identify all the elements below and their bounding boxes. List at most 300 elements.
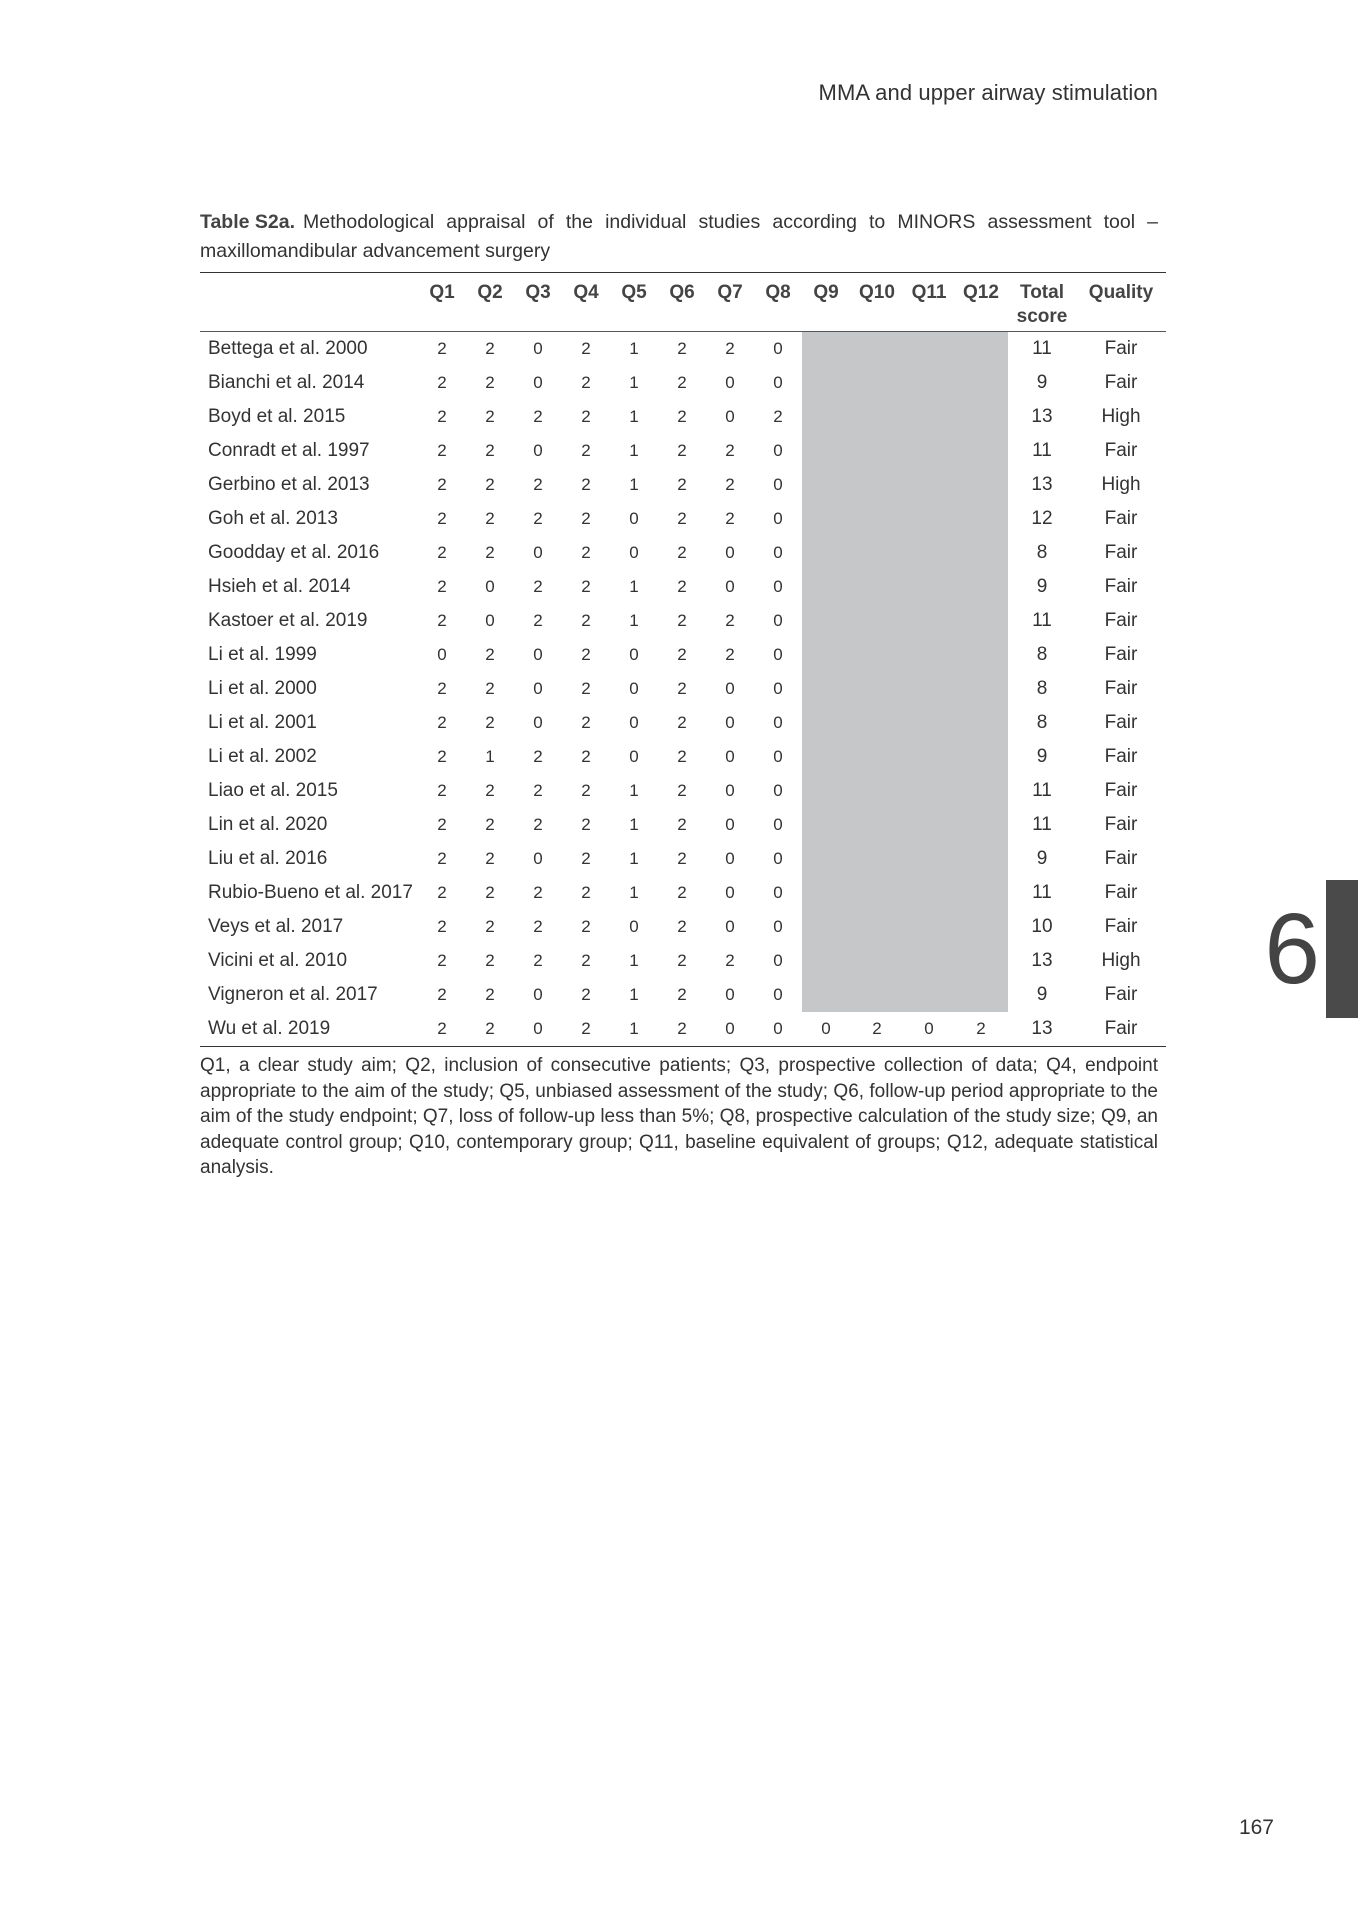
not-applicable-cell (954, 842, 1008, 876)
study-name: Li et al. 2002 (208, 746, 317, 767)
score-q1: 2 (437, 577, 447, 596)
score-q10: 2 (872, 1019, 882, 1038)
score-q5: 0 (629, 747, 639, 766)
quality-rating: Fair (1104, 610, 1138, 631)
not-applicable-cell (904, 944, 954, 978)
not-applicable-cell (850, 944, 904, 978)
not-applicable-cell (850, 638, 904, 672)
score-q3: 0 (533, 645, 543, 664)
not-applicable-cell (802, 604, 850, 638)
not-applicable-cell (802, 842, 850, 876)
total-score: 13 (1031, 406, 1053, 427)
header-q9: Q9 (813, 282, 839, 303)
score-q6: 2 (677, 951, 687, 970)
score-q6: 2 (677, 611, 687, 630)
score-q8: 0 (773, 611, 783, 630)
score-q5: 0 (629, 679, 639, 698)
table-row (200, 604, 1166, 638)
score-q8: 0 (773, 577, 783, 596)
score-q7: 2 (725, 475, 735, 494)
score-q2: 2 (485, 509, 495, 528)
not-applicable-cell (904, 706, 954, 740)
not-applicable-cell (954, 808, 1008, 842)
not-applicable-cell (954, 672, 1008, 706)
score-q4: 2 (581, 509, 591, 528)
not-applicable-cell (850, 740, 904, 774)
score-q5: 1 (629, 1019, 639, 1038)
table-row (200, 638, 1166, 672)
not-applicable-cell (904, 570, 954, 604)
score-q4: 2 (581, 407, 591, 426)
total-score: 9 (1036, 746, 1048, 767)
score-q6: 2 (677, 679, 687, 698)
not-applicable-cell (904, 910, 954, 944)
total-score: 9 (1036, 984, 1048, 1005)
score-q1: 2 (437, 441, 447, 460)
header-q7: Q7 (717, 282, 743, 303)
score-q4: 2 (581, 543, 591, 562)
not-applicable-cell (850, 400, 904, 434)
score-q6: 2 (677, 985, 687, 1004)
not-applicable-cell (904, 366, 954, 400)
score-q1: 2 (437, 985, 447, 1004)
not-applicable-cell (904, 468, 954, 502)
score-q6: 2 (677, 645, 687, 664)
score-q5: 1 (629, 815, 639, 834)
not-applicable-cell (954, 400, 1008, 434)
score-q1: 2 (437, 713, 447, 732)
score-q8: 0 (773, 509, 783, 528)
score-q5: 1 (629, 985, 639, 1004)
score-q4: 2 (581, 577, 591, 596)
running-header: MMA and upper airway stimulation (818, 80, 1158, 105)
score-q3: 0 (533, 849, 543, 868)
score-q3: 0 (533, 985, 543, 1004)
not-applicable-cell (954, 876, 1008, 910)
not-applicable-cell (904, 808, 954, 842)
score-q6: 2 (677, 407, 687, 426)
score-q7: 0 (725, 815, 735, 834)
total-score: 11 (1032, 780, 1052, 801)
table-header-row (200, 273, 1166, 332)
header-q5: Q5 (621, 282, 647, 303)
study-name: Lin et al. 2020 (208, 814, 328, 835)
total-score: 8 (1036, 644, 1048, 665)
not-applicable-cell (850, 774, 904, 808)
header-q6: Q6 (669, 282, 695, 303)
score-q5: 1 (629, 781, 639, 800)
score-q7: 2 (725, 441, 735, 460)
not-applicable-cell (850, 604, 904, 638)
score-q6: 2 (677, 339, 687, 358)
study-name: Liao et al. 2015 (208, 780, 338, 801)
not-applicable-cell (802, 434, 850, 468)
score-q1: 2 (437, 373, 447, 392)
not-applicable-cell (904, 978, 954, 1012)
not-applicable-cell (954, 944, 1008, 978)
score-q7: 2 (725, 339, 735, 358)
score-q1: 2 (437, 543, 447, 562)
table-row (200, 808, 1166, 842)
score-q5: 0 (629, 509, 639, 528)
score-q7: 0 (725, 407, 735, 426)
score-q5: 1 (629, 475, 639, 494)
score-q8: 0 (773, 781, 783, 800)
table-row (200, 978, 1166, 1012)
score-q5: 1 (629, 373, 639, 392)
score-q4: 2 (581, 985, 591, 1004)
quality-rating: Fair (1104, 916, 1138, 937)
score-q2: 2 (485, 475, 495, 494)
total-score: 8 (1036, 678, 1048, 699)
score-q2: 2 (485, 713, 495, 732)
score-q7: 2 (725, 509, 735, 528)
not-applicable-cell (904, 536, 954, 570)
caption-text: Methodological appraisal of the individual studies according to MINORS assessment tool – (303, 211, 1158, 233)
score-q9: 0 (821, 1019, 831, 1038)
study-name: Boyd et al. 2015 (208, 406, 346, 427)
score-q7: 2 (725, 645, 735, 664)
quality-rating: Fair (1104, 848, 1138, 869)
minors-table-container (200, 272, 1164, 1047)
score-q4: 2 (581, 373, 591, 392)
score-q3: 0 (533, 441, 543, 460)
total-score: 11 (1032, 440, 1052, 461)
chapter-number: 6 (1264, 893, 1320, 1005)
score-q3: 2 (533, 951, 543, 970)
score-q4: 2 (581, 917, 591, 936)
not-applicable-cell (904, 502, 954, 536)
not-applicable-cell (904, 604, 954, 638)
not-applicable-cell (904, 434, 954, 468)
score-q3: 2 (533, 815, 543, 834)
score-q2: 2 (485, 1019, 495, 1038)
not-applicable-cell (802, 570, 850, 604)
score-q7: 0 (725, 543, 735, 562)
header-q8: Q8 (765, 282, 791, 303)
not-applicable-cell (904, 774, 954, 808)
quality-rating: Fair (1104, 984, 1138, 1005)
not-applicable-cell (904, 672, 954, 706)
score-q4: 2 (581, 339, 591, 358)
score-q2: 2 (485, 645, 495, 664)
table-row (200, 876, 1166, 910)
score-q5: 1 (629, 407, 639, 426)
total-score: 11 (1032, 814, 1052, 835)
score-q8: 0 (773, 917, 783, 936)
score-q2: 2 (485, 917, 495, 936)
score-q7: 0 (725, 713, 735, 732)
not-applicable-cell (850, 366, 904, 400)
score-q6: 2 (677, 815, 687, 834)
score-q6: 2 (677, 781, 687, 800)
study-name: Li et al. 2001 (208, 712, 317, 733)
score-q1: 2 (437, 611, 447, 630)
not-applicable-cell (802, 400, 850, 434)
score-q1: 2 (437, 475, 447, 494)
caption-line-1 (200, 208, 1158, 237)
not-applicable-cell (802, 638, 850, 672)
score-q6: 2 (677, 883, 687, 902)
score-q5: 0 (629, 713, 639, 732)
score-q5: 1 (629, 441, 639, 460)
table-row (200, 536, 1166, 570)
score-q2: 2 (485, 373, 495, 392)
not-applicable-cell (954, 638, 1008, 672)
score-q4: 2 (581, 781, 591, 800)
score-q2: 2 (485, 951, 495, 970)
score-q3: 2 (533, 611, 543, 630)
score-q1: 2 (437, 849, 447, 868)
score-q3: 2 (533, 917, 543, 936)
score-q2: 2 (485, 339, 495, 358)
score-q12: 2 (976, 1019, 986, 1038)
quality-rating: Fair (1104, 746, 1138, 767)
score-q1: 2 (437, 951, 447, 970)
not-applicable-cell (802, 672, 850, 706)
header-q4: Q4 (573, 282, 599, 303)
score-q8: 2 (773, 407, 783, 426)
score-q7: 2 (725, 951, 735, 970)
header-q11: Q11 (911, 282, 947, 303)
table-row (200, 1012, 1166, 1047)
not-applicable-cell (850, 468, 904, 502)
score-q4: 2 (581, 645, 591, 664)
quality-rating: Fair (1104, 542, 1138, 563)
not-applicable-cell (954, 468, 1008, 502)
score-q3: 2 (533, 781, 543, 800)
score-q1: 2 (437, 815, 447, 834)
study-name: Wu et al. 2019 (208, 1018, 331, 1039)
chapter-tab (1326, 880, 1358, 1018)
quality-rating: Fair (1104, 576, 1138, 597)
table-row (200, 842, 1166, 876)
not-applicable-cell (850, 842, 904, 876)
score-q6: 2 (677, 917, 687, 936)
table-row (200, 944, 1166, 978)
not-applicable-cell (802, 774, 850, 808)
table-row (200, 706, 1166, 740)
not-applicable-cell (954, 740, 1008, 774)
score-q8: 0 (773, 543, 783, 562)
table-row (200, 468, 1166, 502)
table-caption (200, 208, 1158, 266)
score-q8: 0 (773, 645, 783, 664)
header-total-score: Total score (1016, 282, 1068, 327)
score-q2: 2 (485, 407, 495, 426)
total-score: 9 (1036, 372, 1048, 393)
score-q6: 2 (677, 475, 687, 494)
score-q3: 2 (533, 407, 543, 426)
score-q4: 2 (581, 815, 591, 834)
score-q6: 2 (677, 509, 687, 528)
header-q3: Q3 (525, 282, 551, 303)
score-q4: 2 (581, 1019, 591, 1038)
score-q3: 2 (533, 883, 543, 902)
quality-rating: Fair (1104, 372, 1138, 393)
score-q4: 2 (581, 849, 591, 868)
score-q8: 0 (773, 1019, 783, 1038)
score-q8: 0 (773, 985, 783, 1004)
score-q8: 0 (773, 475, 783, 494)
not-applicable-cell (850, 536, 904, 570)
total-score: 12 (1031, 508, 1053, 529)
score-q8: 0 (773, 815, 783, 834)
score-q7: 0 (725, 577, 735, 596)
study-name: Gerbino et al. 2013 (208, 474, 370, 495)
quality-rating: Fair (1104, 780, 1138, 801)
table-row (200, 774, 1166, 808)
score-q6: 2 (677, 441, 687, 460)
study-name: Conradt et al. 1997 (208, 440, 370, 461)
score-q8: 0 (773, 373, 783, 392)
study-name: Rubio-Bueno et al. 2017 (208, 882, 413, 903)
score-q8: 0 (773, 951, 783, 970)
not-applicable-cell (802, 468, 850, 502)
score-q5: 1 (629, 883, 639, 902)
score-q8: 0 (773, 713, 783, 732)
study-name: Veys et al. 2017 (208, 916, 344, 937)
table-row (200, 910, 1166, 944)
header-q12: Q12 (963, 282, 999, 303)
score-q2: 0 (485, 611, 495, 630)
score-q4: 2 (581, 475, 591, 494)
quality-rating: Fair (1104, 814, 1138, 835)
minors-table (200, 272, 1166, 1047)
score-q1: 2 (437, 407, 447, 426)
header-q2: Q2 (477, 282, 503, 303)
score-q5: 1 (629, 339, 639, 358)
score-q2: 2 (485, 679, 495, 698)
quality-rating: Fair (1104, 508, 1138, 529)
total-score: 13 (1031, 474, 1053, 495)
score-q5: 1 (629, 951, 639, 970)
not-applicable-cell (802, 740, 850, 774)
not-applicable-cell (954, 570, 1008, 604)
score-q3: 2 (533, 577, 543, 596)
not-applicable-cell (850, 978, 904, 1012)
score-q11: 0 (924, 1019, 934, 1038)
table-footnote: Q1, a clear study aim; Q2, inclusion of consecutive patients; Q3, prospective collection of data; Q4, endpoint appropriate to the aim of the study; Q5, unbiased assessment of the study; Q6, follow-up period appropriate to the aim of the study endpoint; Q7, loss of follow-up less than 5%; Q8, prospective calculation of the study size; Q9, an adequate control group; Q10, contemporary group; Q11, baseline equivalent of groups; Q12, adequate statistical analysis. (200, 1055, 1158, 1178)
not-applicable-cell (802, 502, 850, 536)
score-q6: 2 (677, 543, 687, 562)
study-name: Vicini et al. 2010 (208, 950, 348, 971)
score-q2: 2 (485, 849, 495, 868)
header-q10: Q10 (859, 282, 895, 303)
study-name: Goh et al. 2013 (208, 508, 338, 529)
score-q1: 2 (437, 883, 447, 902)
not-applicable-cell (850, 502, 904, 536)
table-row (200, 672, 1166, 706)
total-score: 13 (1031, 950, 1053, 971)
not-applicable-cell (850, 808, 904, 842)
not-applicable-cell (850, 672, 904, 706)
score-q5: 0 (629, 645, 639, 664)
score-q2: 1 (485, 747, 495, 766)
score-q2: 2 (485, 441, 495, 460)
not-applicable-cell (904, 400, 954, 434)
study-name: Li et al. 1999 (208, 644, 317, 665)
score-q1: 2 (437, 747, 447, 766)
score-q2: 0 (485, 577, 495, 596)
score-q1: 0 (437, 645, 447, 664)
score-q8: 0 (773, 441, 783, 460)
study-name: Liu et al. 2016 (208, 848, 328, 869)
score-q7: 2 (725, 611, 735, 630)
table-row (200, 570, 1166, 604)
score-q1: 2 (437, 509, 447, 528)
score-q7: 0 (725, 747, 735, 766)
not-applicable-cell (954, 910, 1008, 944)
score-q5: 0 (629, 917, 639, 936)
study-name: Bettega et al. 2000 (208, 338, 368, 359)
score-q4: 2 (581, 883, 591, 902)
score-q4: 2 (581, 951, 591, 970)
quality-rating: High (1101, 950, 1141, 971)
score-q2: 2 (485, 883, 495, 902)
not-applicable-cell (802, 808, 850, 842)
not-applicable-cell (954, 604, 1008, 638)
score-q6: 2 (677, 373, 687, 392)
table-row (200, 502, 1166, 536)
score-q1: 2 (437, 781, 447, 800)
score-q2: 2 (485, 815, 495, 834)
score-q3: 0 (533, 373, 543, 392)
not-applicable-cell (850, 706, 904, 740)
score-q6: 2 (677, 1019, 687, 1038)
score-q1: 2 (437, 339, 447, 358)
score-q8: 0 (773, 849, 783, 868)
not-applicable-cell (802, 536, 850, 570)
score-q3: 2 (533, 509, 543, 528)
page-number: 167 (1238, 1816, 1274, 1839)
quality-rating: Fair (1104, 882, 1138, 903)
caption-line-2: maxillomandibular advancement surgery (200, 240, 551, 262)
score-q7: 0 (725, 883, 735, 902)
score-q1: 2 (437, 917, 447, 936)
total-score: 10 (1031, 916, 1053, 937)
not-applicable-cell (954, 502, 1008, 536)
score-q7: 0 (725, 373, 735, 392)
score-q4: 2 (581, 747, 591, 766)
header-quality: Quality (1088, 282, 1154, 303)
not-applicable-cell (954, 366, 1008, 400)
not-applicable-cell (954, 978, 1008, 1012)
not-applicable-cell (802, 706, 850, 740)
score-q7: 0 (725, 781, 735, 800)
score-q3: 0 (533, 339, 543, 358)
score-q2: 2 (485, 985, 495, 1004)
not-applicable-cell (802, 910, 850, 944)
score-q1: 2 (437, 1019, 447, 1038)
table-row (200, 740, 1166, 774)
total-score: 9 (1036, 576, 1048, 597)
score-q6: 2 (677, 713, 687, 732)
score-q4: 2 (581, 713, 591, 732)
table-row (200, 366, 1166, 400)
study-name: Hsieh et al. 2014 (208, 576, 351, 597)
score-q1: 2 (437, 679, 447, 698)
score-q6: 2 (677, 577, 687, 596)
not-applicable-cell (904, 740, 954, 774)
not-applicable-cell (954, 774, 1008, 808)
score-q3: 0 (533, 543, 543, 562)
quality-rating: Fair (1104, 1018, 1138, 1039)
table-body (200, 332, 1166, 1047)
score-q5: 1 (629, 849, 639, 868)
not-applicable-cell (850, 332, 904, 367)
score-q7: 0 (725, 985, 735, 1004)
